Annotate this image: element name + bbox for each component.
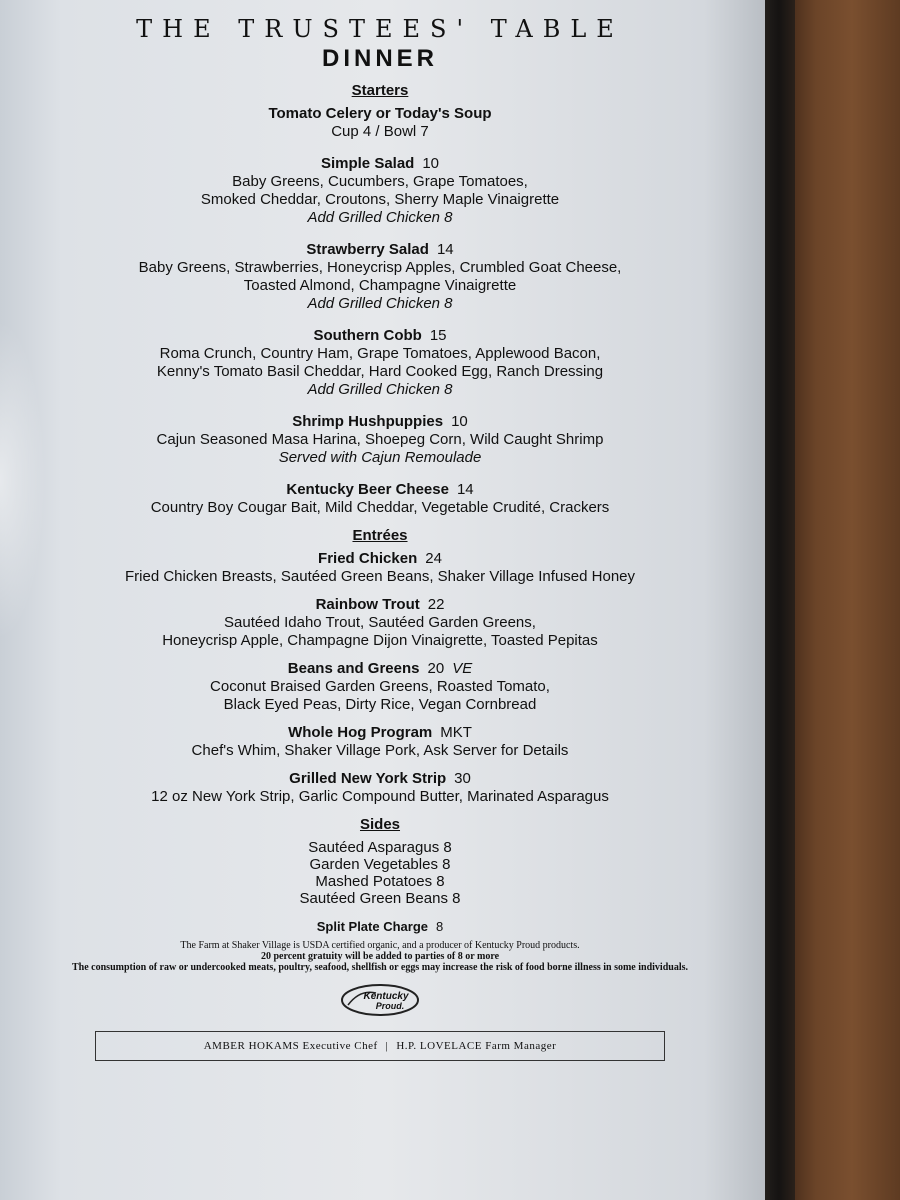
- gratuity-note: 20 percent gratuity will be added to parties of 8 or more: [260, 951, 500, 962]
- item-name: Whole Hog Program: [288, 724, 433, 741]
- item-name: Southern Cobb: [313, 327, 422, 344]
- side-item: Garden Vegetables 8: [309, 856, 451, 873]
- food-safety-warning: The consumption of raw or undercooked meats, poultry, seafood, shellfish or eggs may increase the risk of food borne illness in some individuals.: [72, 962, 688, 973]
- entree-beans-and-greens: [40, 660, 720, 714]
- starter-soup: [40, 105, 720, 141]
- item-price: 10: [451, 413, 468, 430]
- entree-rainbow-trout: [40, 596, 720, 650]
- item-note: Add Grilled Chicken 8: [307, 209, 453, 226]
- item-desc: Coconut Braised Garden Greens, Roasted Tomato,: [210, 678, 550, 695]
- restaurant-title: THE TRUSTEES' TABLE: [136, 15, 624, 43]
- vegan-tag: VE: [452, 660, 473, 677]
- item-desc: Fried Chicken Breasts, Sautéed Green Beans, Shaker Village Infused Honey: [124, 568, 635, 585]
- item-desc: 12 oz New York Strip, Garlic Compound Butter, Marinated Asparagus: [151, 788, 609, 805]
- staff-credits: [95, 1031, 665, 1061]
- item-note: Add Grilled Chicken 8: [307, 381, 453, 398]
- sides-heading: Sides: [359, 816, 401, 833]
- item-name: Fried Chicken: [318, 550, 418, 567]
- entree-whole-hog: [40, 724, 720, 760]
- menu-content: [40, 14, 720, 1061]
- side-item: Sautéed Green Beans 8: [299, 890, 461, 907]
- item-desc: Cajun Seasoned Masa Harina, Shoepeg Corn, Wild Caught Shrimp: [156, 431, 604, 448]
- split-plate-charge: [40, 919, 720, 934]
- item-name: Grilled New York Strip: [289, 770, 447, 787]
- item-name: Strawberry Salad: [306, 241, 429, 258]
- starter-simple-salad: [40, 155, 720, 227]
- item-name: Beans and Greens: [287, 660, 420, 677]
- split-plate-label: Split Plate Charge: [316, 919, 428, 934]
- light-glare: [0, 320, 45, 640]
- entree-ny-strip: [40, 770, 720, 806]
- item-desc: Cup 4 / Bowl 7: [331, 123, 429, 140]
- starter-southern-cobb: [40, 327, 720, 399]
- item-name: Tomato Celery or Today's Soup: [268, 105, 492, 122]
- side-item: Sautéed Asparagus 8: [308, 839, 452, 856]
- item-price: 24: [425, 550, 442, 567]
- starter-strawberry-salad: [40, 241, 720, 313]
- credits-separator: |: [385, 1040, 389, 1052]
- item-desc: Black Eyed Peas, Dirty Rice, Vegan Cornbread: [223, 696, 537, 713]
- item-price: 14: [456, 481, 474, 498]
- executive-chef: AMBER HOKAMS Executive Chef: [203, 1040, 378, 1052]
- sides-list: [40, 839, 720, 907]
- item-desc: Toasted Almond, Champagne Vinaigrette: [243, 277, 517, 294]
- organic-note: The Farm at Shaker Village is USDA certified organic, and a producer of Kentucky Proud products.: [180, 940, 580, 951]
- item-desc: Country Boy Cougar Bait, Mild Cheddar, Vegetable Crudité, Crackers: [150, 499, 610, 516]
- item-note: Add Grilled Chicken 8: [307, 295, 453, 312]
- fine-print: [40, 940, 720, 973]
- item-desc: Smoked Cheddar, Croutons, Sherry Maple Vinaigrette: [200, 191, 560, 208]
- split-plate-price: 8: [436, 919, 444, 934]
- wood-background: [780, 0, 900, 1200]
- item-desc: Kenny's Tomato Basil Cheddar, Hard Cooked Egg, Ranch Dressing: [156, 363, 604, 380]
- item-price: 10: [422, 155, 440, 172]
- menu-subtitle: DINNER: [321, 45, 438, 72]
- item-name: Simple Salad: [320, 155, 415, 172]
- item-desc: Roma Crunch, Country Ham, Grape Tomatoes, Applewood Bacon,: [159, 345, 601, 362]
- item-price: MKT: [440, 724, 472, 741]
- item-name: Kentucky Beer Cheese: [286, 481, 449, 498]
- entree-fried-chicken: [40, 550, 720, 586]
- item-name: Shrimp Hushpuppies: [292, 413, 444, 430]
- item-desc: Chef's Whim, Shaker Village Pork, Ask Server for Details: [191, 742, 569, 759]
- entrees-heading: Entrées: [352, 527, 408, 544]
- item-desc: Baby Greens, Strawberries, Honeycrisp Apples, Crumbled Goat Cheese,: [138, 259, 622, 276]
- starter-beer-cheese: [40, 481, 720, 517]
- item-desc: Honeycrisp Apple, Champagne Dijon Vinaigrette, Toasted Pepitas: [162, 632, 598, 649]
- kentucky-proud-logo: [340, 983, 420, 1017]
- item-name: Rainbow Trout: [315, 596, 420, 613]
- item-price: 14: [436, 241, 454, 258]
- item-desc: Baby Greens, Cucumbers, Grape Tomatoes,: [232, 173, 528, 190]
- logo-text-kentucky: Kentucky: [363, 991, 409, 1002]
- logo-text-proud: Proud.: [375, 1001, 405, 1011]
- item-price: 20: [427, 660, 445, 677]
- farm-manager: H.P. LOVELACE Farm Manager: [396, 1040, 557, 1052]
- item-price: 30: [454, 770, 471, 787]
- item-note: Served with Cajun Remoulade: [278, 449, 482, 466]
- starters-heading: Starters: [351, 82, 409, 99]
- item-price: 22: [427, 596, 445, 613]
- item-desc: Sautéed Idaho Trout, Sautéed Garden Greens,: [224, 614, 536, 631]
- starter-shrimp-hushpuppies: [40, 413, 720, 467]
- item-price: 15: [429, 327, 447, 344]
- side-item: Mashed Potatoes 8: [315, 873, 445, 890]
